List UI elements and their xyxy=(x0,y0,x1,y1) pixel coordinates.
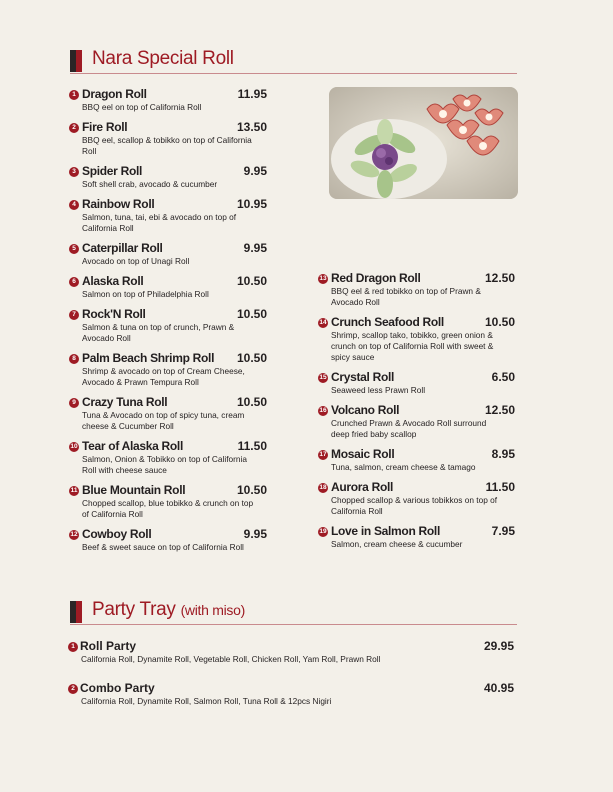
item-price: 6.50 xyxy=(491,370,515,384)
item-description: California Roll, Dynamite Roll, Salmon Roll, Tuna Roll & 12pcs Nigiri xyxy=(81,696,332,706)
item-number-badge: 2 xyxy=(68,684,78,694)
item-number-badge: 4 xyxy=(69,200,79,210)
item-price: 9.95 xyxy=(243,241,267,255)
item-description: Salmon, Onion & Tobikko on top of California Roll with cheese sauce xyxy=(82,454,247,475)
party-tray-header xyxy=(70,599,516,625)
item-name: Mosaic Roll xyxy=(331,447,395,461)
item-name: Spider Roll xyxy=(82,164,143,178)
section-divider xyxy=(70,624,517,625)
item-number-badge: 9 xyxy=(69,398,79,408)
item-price: 9.95 xyxy=(243,527,267,541)
item-description: Beef & sweet sauce on top of California Roll xyxy=(82,542,244,552)
item-price: 40.95 xyxy=(483,681,514,695)
header-bar-red xyxy=(76,601,82,623)
item-description: Soft shell crab, avocado & cucumber xyxy=(82,179,218,189)
item-price: 10.50 xyxy=(484,315,515,329)
item-description: Tuna & Avocado on top of spicy tuna, cream cheese & Cucumber Roll xyxy=(82,410,245,431)
item-name: Roll Party xyxy=(80,639,137,653)
item-price: 8.95 xyxy=(491,447,515,461)
item-name: Combo Party xyxy=(80,681,155,695)
item-description: Salmon, cream cheese & cucumber xyxy=(331,539,463,549)
item-number-badge: 1 xyxy=(68,642,78,652)
item-number-badge: 8 xyxy=(69,354,79,364)
item-price: 10.95 xyxy=(236,197,267,211)
item-number-badge: 12 xyxy=(70,531,78,538)
item-price: 29.95 xyxy=(483,639,514,653)
item-number-badge: 1 xyxy=(69,90,79,100)
item-number-badge: 17 xyxy=(319,451,327,458)
item-description: Shrimp, scallop tako, tobikko, green onion & crunch on top of California Roll with sweet & spicy sauce xyxy=(331,330,494,362)
item-number-badge: 3 xyxy=(69,167,79,177)
section-divider xyxy=(70,73,517,74)
item-price: 11.95 xyxy=(237,87,267,101)
item-description: BBQ eel, scallop & tobikko on top of California Roll xyxy=(82,135,252,156)
item-number-badge: 15 xyxy=(319,374,327,381)
item-price: 11.50 xyxy=(485,480,515,494)
item-number-badge: 13 xyxy=(319,275,327,282)
item-price: 12.50 xyxy=(484,403,515,417)
item-number-badge: 6 xyxy=(69,277,79,287)
item-number-badge: 19 xyxy=(319,528,327,535)
item-number-badge: 11 xyxy=(70,487,78,494)
item-price: 10.50 xyxy=(236,351,267,365)
item-description: Crunched Prawn & Avocado Roll surround deep fried baby scallop xyxy=(331,418,487,439)
item-description: Chopped scallop & various tobikkos on top of California Roll xyxy=(331,495,498,516)
item-description: Seaweed less Prawn Roll xyxy=(331,385,426,395)
item-name: Palm Beach Shrimp Roll xyxy=(82,351,215,365)
item-name: Aurora Roll xyxy=(331,480,394,494)
item-name: Red Dragon Roll xyxy=(331,271,421,285)
item-name: Fire Roll xyxy=(82,120,128,134)
item-price: 9.95 xyxy=(243,164,267,178)
item-number-badge: 7 xyxy=(69,310,79,320)
item-name: Caterpillar Roll xyxy=(82,241,163,255)
item-price: 7.95 xyxy=(491,524,515,538)
item-description: Salmon, tuna, tai, ebi & avocado on top of California Roll xyxy=(82,212,237,233)
item-name: Blue Mountain Roll xyxy=(82,483,186,497)
item-price: 13.50 xyxy=(236,120,267,134)
item-number-badge: 14 xyxy=(319,319,327,326)
item-description: Shrimp & avocado on top of Cream Cheese, Avocado & Prawn Tempura Roll xyxy=(82,366,245,387)
section-title xyxy=(92,599,245,621)
item-description: Avocado on top of Unagi Roll xyxy=(82,256,190,266)
header-bar-red xyxy=(76,50,82,72)
party-title: Party Tray xyxy=(92,599,176,620)
item-description: Salmon & tuna on top of crunch, Prawn & Avocado Roll xyxy=(82,322,235,343)
item-name: Rainbow Roll xyxy=(82,197,155,211)
item-description: BBQ eel on top of California Roll xyxy=(82,102,202,112)
sushi-photo xyxy=(329,87,518,199)
item-price: 10.50 xyxy=(236,395,267,409)
item-description: Salmon on top of Philadelphia Roll xyxy=(82,289,209,299)
item-name: Crazy Tuna Roll xyxy=(82,395,168,409)
item-name: Volcano Roll xyxy=(331,403,400,417)
item-price: 11.50 xyxy=(237,439,267,453)
item-name: Love in Salmon Roll xyxy=(331,524,440,538)
item-price: 10.50 xyxy=(236,483,267,497)
item-number-badge: 5 xyxy=(69,244,79,254)
item-number-badge: 10 xyxy=(70,443,78,450)
party-subtitle: (with miso) xyxy=(180,602,245,618)
item-description: Chopped scallop, blue tobikko & crunch on top of California Roll xyxy=(82,498,254,519)
item-name: Crunch Seafood Roll xyxy=(331,315,444,329)
item-price: 10.50 xyxy=(236,307,267,321)
item-name: Alaska Roll xyxy=(82,274,144,288)
item-description: Tuna, salmon, cream cheese & tamago xyxy=(331,462,476,472)
item-number-badge: 2 xyxy=(69,123,79,133)
item-price: 12.50 xyxy=(484,271,515,285)
item-name: Dragon Roll xyxy=(82,87,147,101)
item-number-badge: 18 xyxy=(319,484,327,491)
item-name: Crystal Roll xyxy=(331,370,395,384)
item-description: California Roll, Dynamite Roll, Vegetable Roll, Chicken Roll, Yam Roll, Prawn Roll xyxy=(81,654,381,664)
item-description: BBQ eel & red tobikko on top of Prawn & Avocado Roll xyxy=(331,286,481,307)
special-roll-header xyxy=(70,48,516,74)
item-number-badge: 16 xyxy=(319,407,327,414)
item-name: Rock'N Roll xyxy=(82,307,146,321)
section-title: Nara Special Roll xyxy=(92,48,234,69)
item-name: Cowboy Roll xyxy=(82,527,152,541)
item-price: 10.50 xyxy=(236,274,267,288)
item-name: Tear of Alaska Roll xyxy=(82,439,183,453)
